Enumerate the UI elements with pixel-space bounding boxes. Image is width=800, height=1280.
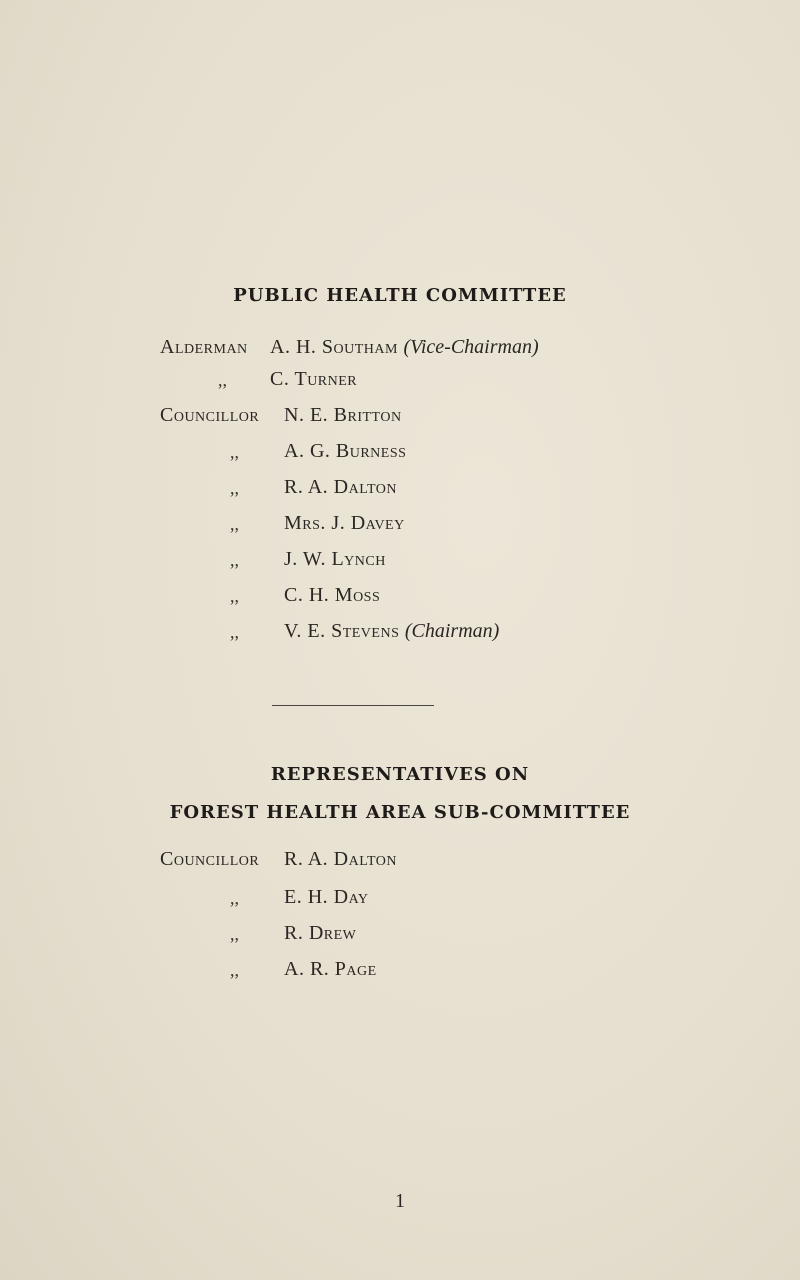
member-row — [0, 368, 800, 392]
representative-row — [0, 922, 800, 946]
page-number: 1 — [395, 1190, 405, 1212]
member-name-with-note — [270, 336, 539, 359]
member-role-note: (Chairman) — [404, 620, 500, 642]
member-rank: Councillor — [160, 404, 260, 426]
representative-name: A. R. Page — [284, 958, 377, 980]
member-name: C. H. Moss — [284, 584, 381, 606]
ditto-mark: ,, — [230, 888, 239, 908]
member-role-note: (Vice-Chairman) — [403, 336, 539, 358]
member-rank: Alderman — [160, 336, 248, 358]
member-name-with-note — [284, 620, 499, 643]
member-row — [0, 548, 800, 572]
member-row — [0, 512, 800, 536]
representative-rank: Councillor — [160, 848, 260, 870]
ditto-mark: ,, — [230, 478, 239, 498]
ditto-mark: ,, — [230, 442, 239, 462]
member-name: C. Turner — [270, 368, 358, 390]
member-row — [0, 404, 800, 428]
representatives-title-line2: FOREST HEALTH AREA SUB-COMMITTEE — [169, 802, 631, 823]
section-divider — [272, 705, 434, 706]
ditto-mark: ,, — [230, 550, 239, 570]
member-name: N. E. Britton — [284, 404, 402, 426]
member-name: A. G. Burness — [284, 440, 407, 462]
ditto-mark: ,, — [230, 960, 239, 980]
representative-row — [0, 958, 800, 982]
representative-row — [0, 886, 800, 910]
representatives-title-line1: REPRESENTATIVES ON — [270, 764, 530, 785]
ditto-mark: ,, — [218, 370, 227, 390]
member-name: Mrs. J. Davey — [284, 512, 405, 534]
member-name: R. A. Dalton — [284, 476, 398, 498]
ditto-mark: ,, — [230, 514, 239, 534]
member-row — [0, 476, 800, 500]
representative-name: R. A. Dalton — [284, 848, 398, 870]
representative-name: E. H. Day — [284, 886, 369, 908]
member-name: V. E. Stevens — [284, 620, 400, 642]
member-name: J. W. Lynch — [284, 548, 386, 570]
representative-row — [0, 848, 800, 872]
member-row — [0, 620, 800, 644]
ditto-mark: ,, — [230, 586, 239, 606]
member-row — [0, 440, 800, 464]
ditto-mark: ,, — [230, 622, 239, 642]
representative-name: R. Drew — [284, 922, 357, 944]
member-name: A. H. Southam — [270, 336, 398, 358]
member-row — [0, 336, 800, 360]
ditto-mark: ,, — [230, 924, 239, 944]
committee-title: PUBLIC HEALTH COMMITTEE — [233, 285, 567, 306]
member-row — [0, 584, 800, 608]
